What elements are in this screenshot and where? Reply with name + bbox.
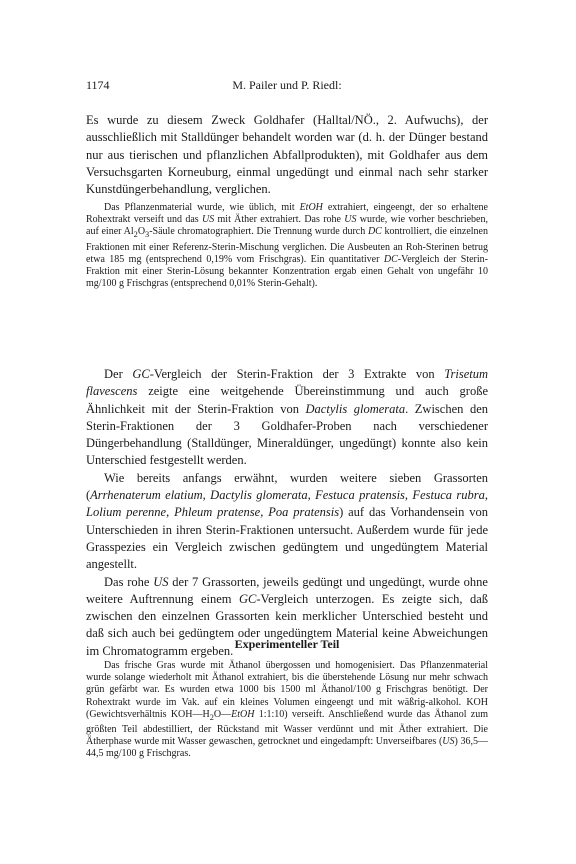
text-run: wurde, wie vorher beschrieben, auf einer Al bbox=[86, 214, 488, 238]
species-list: Arrhenaterum elatium, Dactylis glomerata, Festuca pratensis, Festuca rubra, Lolium perenne, Phleum pratense, Poa pratensis bbox=[86, 488, 488, 520]
us-abbr: US bbox=[344, 214, 357, 226]
text-run: . Zwischen den Sterin-Fraktionen der 3 Goldhafer-Proben nach verschiedener Düngerbehandlung (Stalldünger, Mineraldünger, ungedüngt) konnte also kein Unterschied festgestellt werden. bbox=[86, 401, 488, 468]
text-run: der 7 Grassorten, jeweils gedüngt und ungedüngt, wurde ohne weitere Auftrennung einem bbox=[86, 574, 488, 606]
page-number: 1174 bbox=[86, 78, 110, 92]
text-run: Das Pflanzenmaterial wurde, wie üblich, mit bbox=[104, 202, 300, 213]
species-name: Trisetum flavescens bbox=[86, 367, 488, 399]
gc-abbr: GC bbox=[132, 367, 150, 381]
intro-paragraph-block bbox=[86, 112, 488, 198]
text-run: kontrolliert, die einzelnen Fraktionen mit einer Referenz-Sterin-Mischung verglichen. Die Ausbeuten an Roh-Sterinen betrug etwa 185 mg (entsprechend 0,19% vom Frischgras). Ein quantitativer bbox=[86, 226, 488, 265]
dc-abbr: DC bbox=[367, 226, 382, 238]
intro-paragraph: Es wurde zu diesem Zweck Goldhafer (Halltal/NÖ., 2. Aufwuchs), der ausschließlich mit Stalldünger behandelt worden war (d. h. der Dünger bestand nur aus tierischen und pflanzlichen Abfallprodukten), mit Goldhafer aus dem Versuchsgarten Korneuburg, einmal ungedüngt und einmal nach sehr starker Kunstdüngerbehandlung, verglichen. bbox=[86, 113, 488, 197]
dc-abbr: DC bbox=[383, 253, 398, 265]
gc-abbr: GC bbox=[239, 591, 257, 606]
us-abbr: US bbox=[153, 574, 169, 589]
text-run: zeigte eine weitgehende Übereinstimmung und auch große Ähnlichkeit mit der Sterin-Fraktion von bbox=[86, 384, 488, 416]
results-section bbox=[86, 366, 488, 660]
text-run: Der bbox=[104, 367, 133, 381]
text-run: ) auf das Vorhandensein von Unterschieden in ihren Sterin-Fraktionen untersucht. Außerdem wurde für jede Grasspezies ein Vergleich zwischen gedüngtem und ungedüngtem Material angestellt. bbox=[86, 505, 488, 572]
subscript: 2 bbox=[133, 230, 138, 240]
experimental-paragraph bbox=[86, 660, 488, 761]
subscript: 3 bbox=[145, 230, 150, 240]
grass-paragraph bbox=[86, 470, 488, 574]
text-run: -Vergleich unterzogen. Es zeigte sich, daß zwischen den einzelnen Grassorten kein merklicher Unterschied besteht und daß sich auch bei gedüngtem oder ungedüngtem Material keine Abweichungen im Chromatogramm ergeben. bbox=[86, 591, 488, 658]
gc-paragraph bbox=[86, 366, 488, 470]
etoh-abbr: EtOH bbox=[231, 708, 255, 720]
running-head: M. Pailer und P. Riedl: bbox=[232, 78, 342, 92]
text-run: ) 36,5—44,5 mg/100 g Frischgras. bbox=[86, 736, 488, 760]
method-note bbox=[86, 202, 488, 290]
etoh-abbr: EtOH bbox=[299, 202, 323, 213]
text-run: Das frische Gras wurde mit Äthanol übergossen und homogenisiert. Das Pflanzenmaterial wurde solange wiederholt mit Äthanol extrahiert, bis die überstehende Lösung nur mehr schwach grün gefärbt war. Es wurden etwa 1000 bis 1500 ml Äthanol/100 g Frischgras benötigt. Der Rohextrakt wurde im Vak. auf ein kleines Volumen eingeengt und mit wäßrig-alkohol. KOH (Gewichtsverhältnis KOH—H bbox=[86, 660, 488, 720]
text-run: extrahiert, eingeengt, der so erhaltene Rohextrakt verseift und das bbox=[86, 202, 489, 226]
page-header bbox=[86, 78, 488, 94]
text-run: -Vergleich der Sterin-Fraktion der 3 Extrakte von bbox=[149, 367, 445, 381]
text-run: -Säule chromatographiert. Die Trennung wurde durch bbox=[149, 226, 368, 238]
experimental-block bbox=[86, 660, 488, 761]
text-run: Wie bereits anfangs erwähnt, wurden weitere sieben Grassorten ( bbox=[86, 470, 488, 503]
us-abbr: US bbox=[442, 736, 455, 748]
text-run: -Vergleich der Sterin-Fraktion mit einer Sterin-Lösung bekannter Konzentration ergab einen Gehalt von ungefähr 10 mg/100 g Frischgras (entsprechend 0,01% Sterin-Gehalt). bbox=[86, 253, 488, 290]
text-run: mit Äther extrahiert. Das rohe bbox=[214, 214, 345, 226]
subscript: 2 bbox=[209, 712, 214, 722]
species-name: Dactylis glomerata bbox=[305, 401, 406, 416]
section-heading: Experimenteller Teil bbox=[234, 637, 340, 651]
method-note-block bbox=[86, 202, 488, 290]
text-run: Das rohe bbox=[104, 574, 154, 589]
us-abbr: US bbox=[201, 214, 215, 226]
text-run: O— bbox=[213, 708, 232, 720]
text-run: 1:1:10) verseift. Anschließend wurde das Äthanol zum größten Teil abdestilliert, der Rückstand mit Wasser verdünnt und mit Äther extrahiert. Die Ätherphase wurde mit Wasser gewaschen, getrocknet und eingedampft: Unverseifbares ( bbox=[86, 708, 488, 748]
text-run: O bbox=[137, 226, 146, 238]
